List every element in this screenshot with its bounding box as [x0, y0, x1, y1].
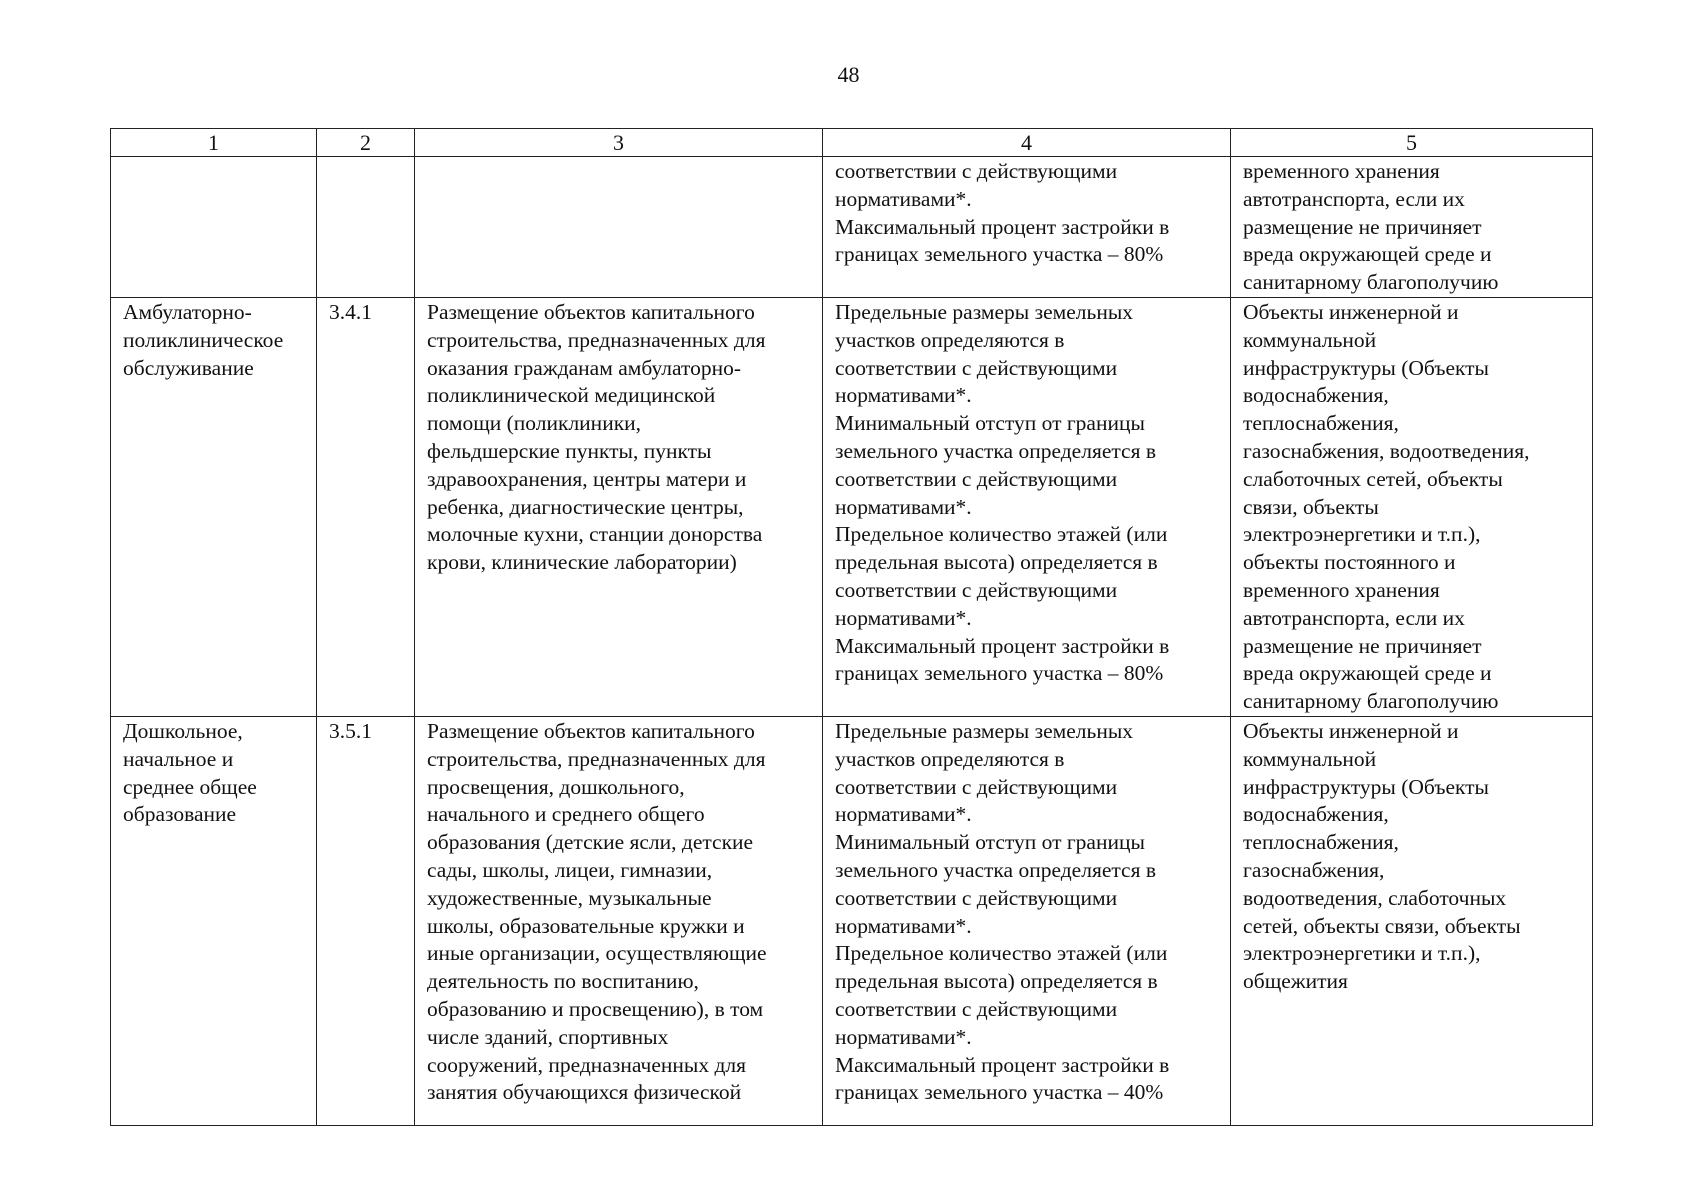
table-row — [111, 717, 1593, 1126]
parameters-cell — [823, 298, 1231, 717]
auxiliary-uses-cell — [1231, 298, 1593, 717]
use-code-cell — [317, 298, 415, 717]
use-name-cell — [111, 157, 317, 298]
use-description-cell — [415, 157, 823, 298]
page-number: 48 — [837, 62, 860, 87]
parameters-text: соответствии с действующими нормативами*. Максимальный процент застройки в границах земельного участка – 80% — [835, 159, 1170, 267]
column-header-3: 3 — [415, 129, 823, 157]
auxiliary-uses-cell — [1231, 717, 1593, 1126]
auxiliary-uses-text: временного хранения автотранспорта, если их размещение не причиняет вреда окружающей среде и санитарному благополучию — [1243, 159, 1499, 295]
land-use-table — [110, 128, 1593, 1126]
use-name-cell — [111, 298, 317, 717]
parameters-text: Предельные размеры земельных участков определяются в соответствии с действующими нормативами*. Минимальный отступ от границы земельного участка определяется в соответствии с действующими нормативами*. Предельное количество этажей (или предельная высота) определяется в соответствии с действующими нормативами*. Максимальный процент застройки в границах земельного участка – 80% — [835, 300, 1170, 686]
use-code-cell — [317, 157, 415, 298]
use-name: Амбулаторно- поликлиническое обслуживание — [123, 300, 284, 380]
use-code-cell — [317, 717, 415, 1126]
auxiliary-uses-text: Объекты инженерной и коммунальной инфраструктуры (Объекты водоснабжения, теплоснабжения, газоснабжения, водоотведения, слаботочных сетей, объекты связи, объекты электроэнергетики и т.п.), общежития — [1243, 719, 1521, 994]
column-header-5: 5 — [1231, 129, 1593, 157]
use-description: Размещение объектов капитального строительства, предназначенных для оказания гражданам амбулаторно- поликлинической медицинской помощи (поликлиники, фельдшерские пункты, пункты здравоохранения, центры матери и ребенка, диагностические центры, молочные кухни, станции донорства крови, клинические лаборатории) — [427, 300, 766, 575]
use-code — [329, 157, 408, 158]
table-row — [111, 157, 1593, 298]
column-header-2: 2 — [317, 129, 415, 157]
use-name: Дошкольное, начальное и среднее общее образование — [123, 719, 257, 827]
use-description-cell — [415, 298, 823, 717]
use-code: 3.4.1 — [329, 300, 372, 324]
table-row — [111, 298, 1593, 717]
column-header-1: 1 — [111, 129, 317, 157]
use-name-cell — [111, 717, 317, 1126]
column-header-4: 4 — [823, 129, 1231, 157]
parameters-cell — [823, 717, 1231, 1126]
parameters-text: Предельные размеры земельных участков определяются в соответствии с действующими нормативами*. Минимальный отступ от границы земельного участка определяется в соответствии с действующими нормативами*. Предельное количество этажей (или предельная высота) определяется в соответствии с действующими нормативами*. Максимальный процент застройки в границах земельного участка – 40% — [835, 719, 1170, 1105]
use-description — [427, 157, 816, 158]
use-description-cell — [415, 717, 823, 1126]
use-name — [123, 157, 310, 158]
auxiliary-uses-cell — [1231, 157, 1593, 298]
parameters-cell — [823, 157, 1231, 298]
auxiliary-uses-text: Объекты инженерной и коммунальной инфраструктуры (Объекты водоснабжения, теплоснабжения, газоснабжения, водоотведения, слаботочных сетей, объекты связи, объекты электроэнергетики и т.п.), объекты постоянного и временного хранения автотранспорта, если их размещение не причиняет вреда окружающей среде и санитарному благополучию — [1243, 300, 1530, 714]
table-header-row — [111, 129, 1593, 157]
use-description: Размещение объектов капитального строительства, предназначенных для просвещения, дошкольного, начального и среднего общего образования (детские ясли, детские сады, школы, лицеи, гимназии, художественные, музыкальные школы, образовательные кружки и иные организации, осуществляющие деятельность по воспитанию, образованию и просвещению), в том числе зданий, спортивных сооружений, предназначенных для занятия обучающихся физической — [427, 719, 767, 1105]
use-code: 3.5.1 — [329, 719, 372, 743]
